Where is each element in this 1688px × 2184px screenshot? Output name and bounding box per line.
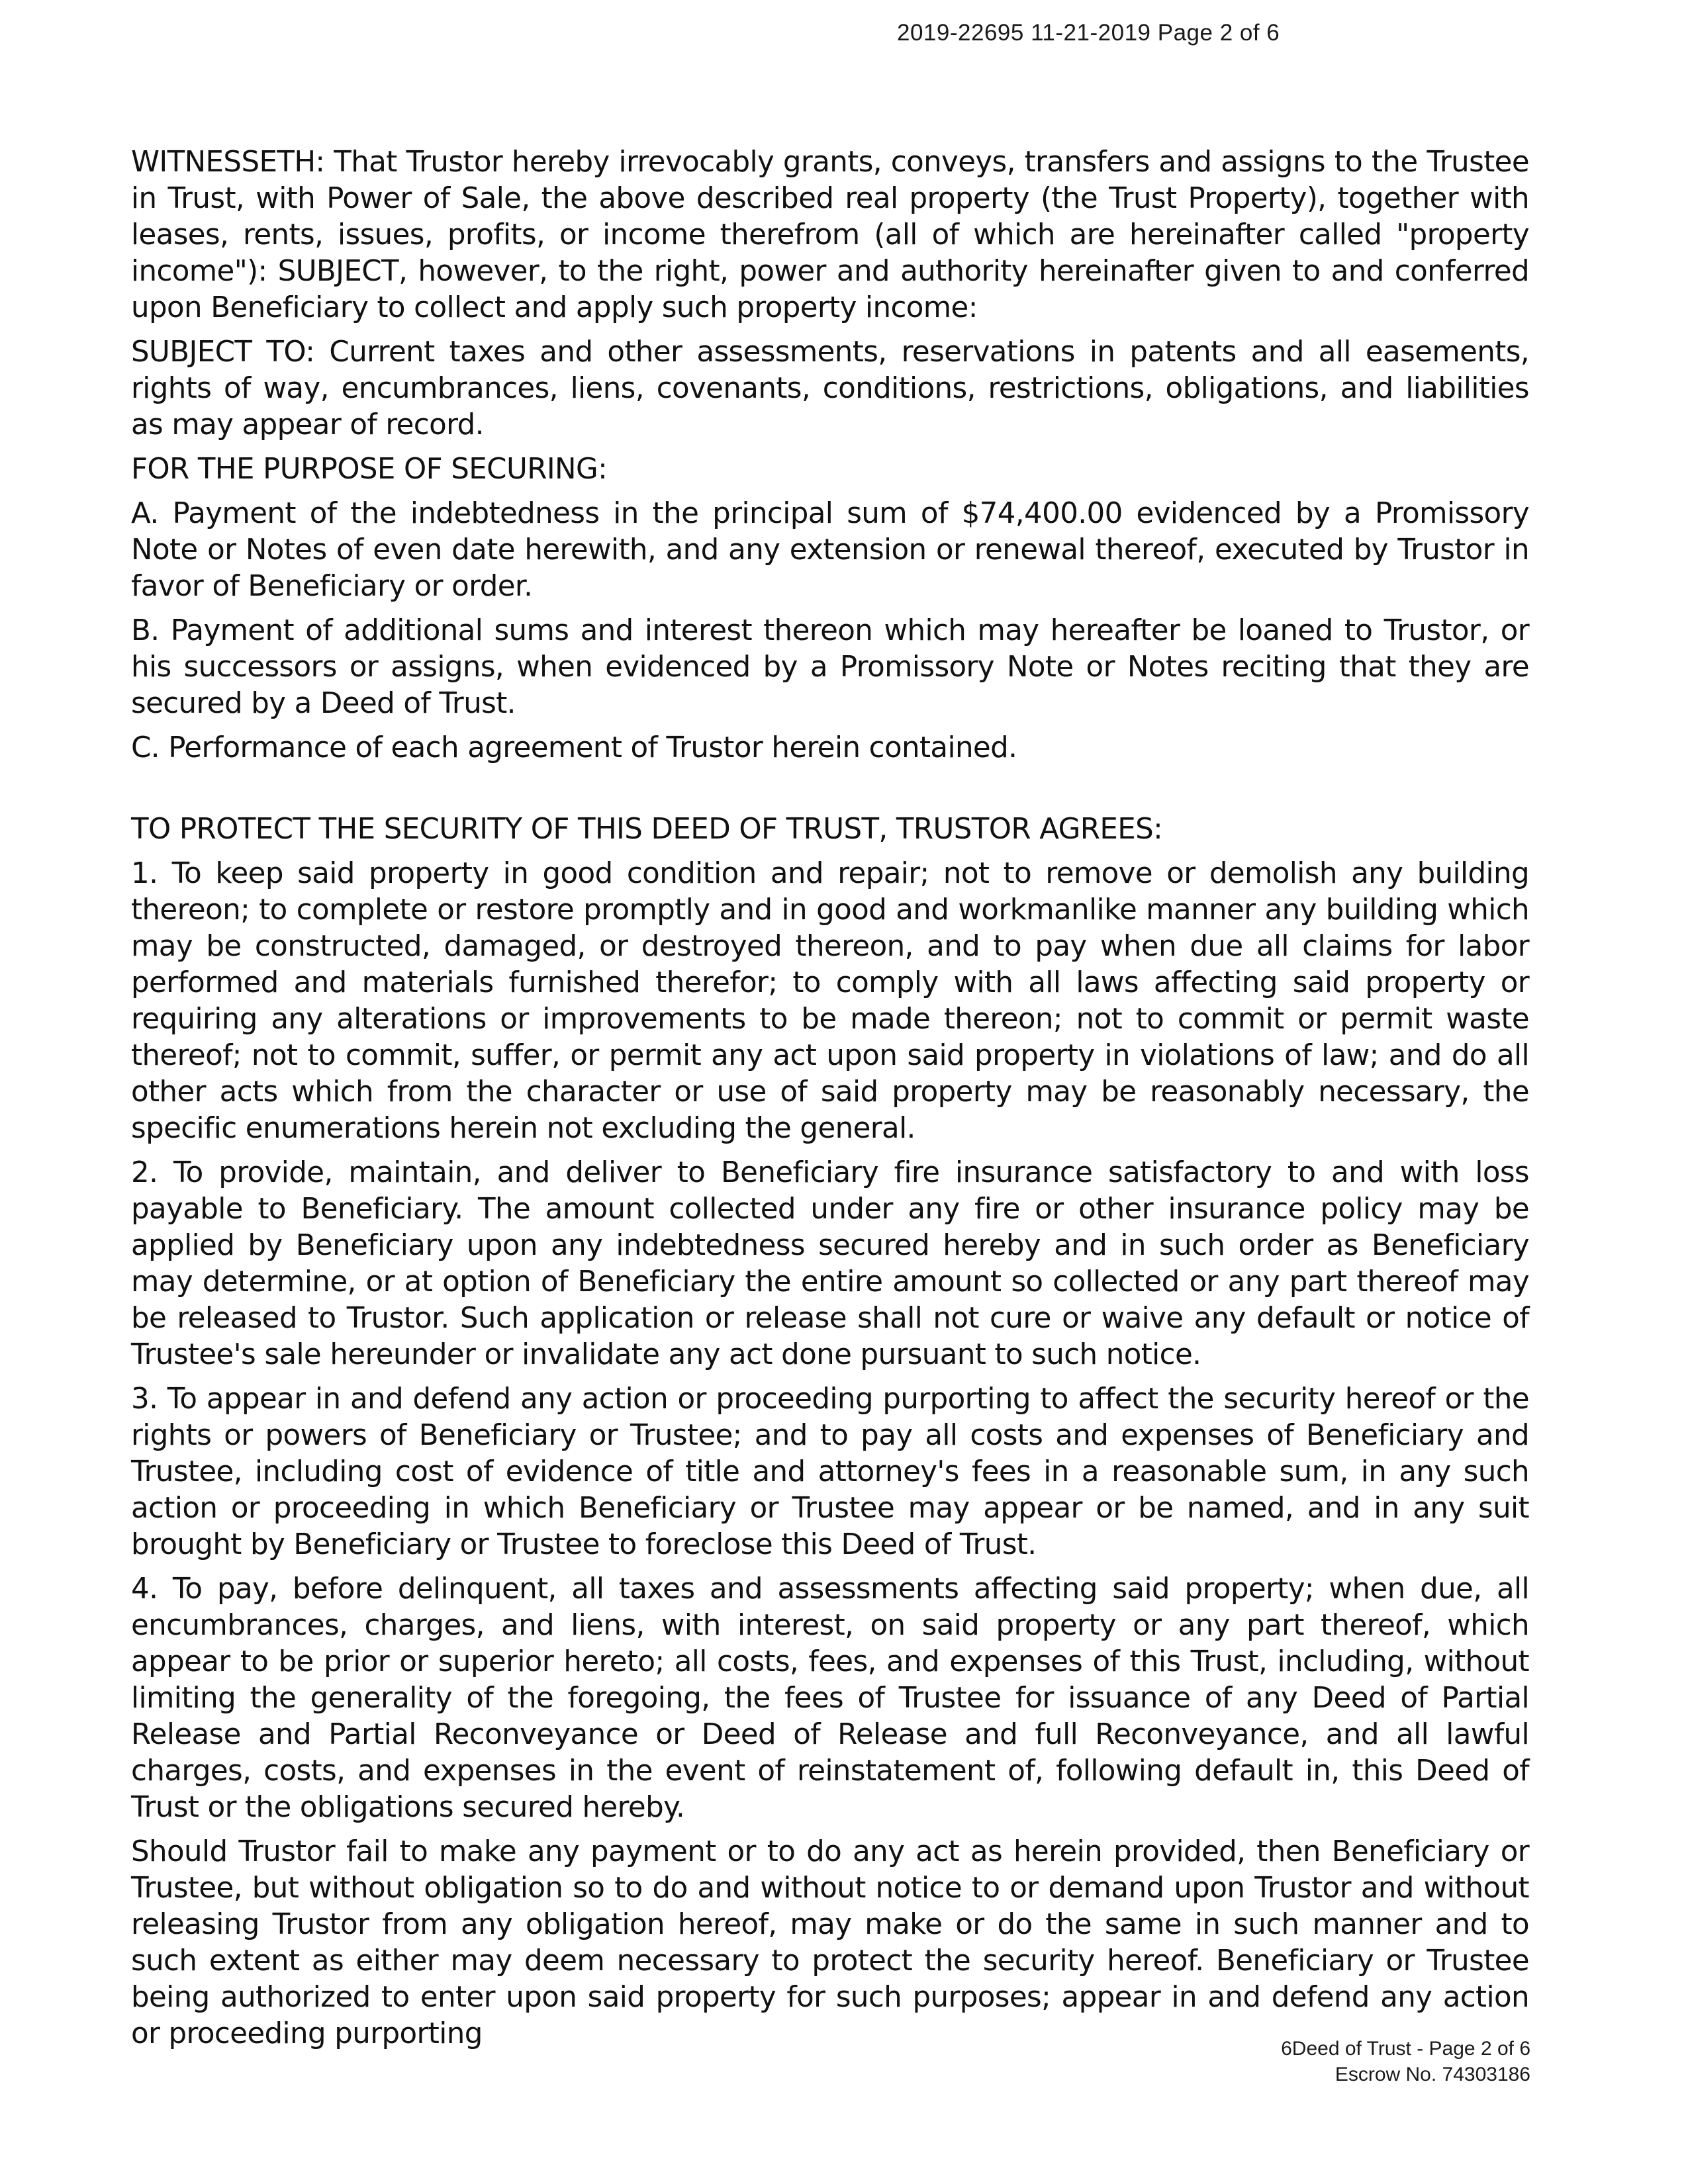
subject-to-paragraph: SUBJECT TO: Current taxes and other assessments, reservations in patents and all easements, rights of way, encumbrances, liens, covenants, conditions, restrictions, obligations, and liabilities as may appear of record. [131,336,1529,441]
document-body [131,144,1529,2060]
recording-stamp: 2019-22695 11-21-2019 Page 2 of 6 [897,20,1280,46]
purpose-heading: FOR THE PURPOSE OF SECURING: [131,453,608,486]
clause-3-paragraph: 3. To appear in and defend any action or proceeding purporting to affect the security hereof or the rights or powers of Beneficiary or Trustee; and to pay all costs and expenses of Beneficiary and Trustee, including cost of evidence of title and attorney's fees in a reasonable sum, in any such action or proceeding in which Beneficiary or Trustee may appear or be named, and in any suit brought by Beneficiary or Trustee to foreclose this Deed of Trust. [131,1383,1529,1561]
footer-page-label: 6Deed of Trust - Page 2 of 6 [1281,2038,1530,2060]
witnesseth-paragraph: WITNESSETH: That Trustor hereby irrevocably grants, conveys, transfers and assigns to the Trustee in Trust, with Power of Sale, the above described real property (the Trust Property), together with leases, rents, issues, profits, or income therefrom (all of which are hereinafter called "property income"): SUBJECT, however, to the right, power and authority hereinafter given to and conferred upon Beneficiary to collect and apply such property income: [131,146,1529,324]
clause-2-paragraph: 2. To provide, maintain, and deliver to Beneficiary fire insurance satisfactory to and with loss payable to Beneficiary. The amount collected under any fire or other insurance policy may be applied by Beneficiary upon any indebtedness secured hereby and in such order as Beneficiary may determine, or at option of Beneficiary the entire amount so collected or any part thereof may be released to Trustor. Such application or release shall not cure or waive any default or notice of Trustee's sale hereunder or invalidate any act done pursuant to such notice. [131,1156,1529,1371]
trustor-failure-paragraph: Should Trustor fail to make any payment or to do any act as herein provided, then Beneficiary or Trustee, but without obligation so to do and without notice to or demand upon Trustor and without releasing Trustor from any obligation hereof, may make or do the same in such manner and to such extent as either may deem necessary to protect the security hereof. Beneficiary or Trustee being authorized to enter upon said property for such purposes; appear in and defend any action or proceeding purporting [131,1835,1529,2050]
footer-escrow-number: Escrow No. 74303186 [1335,2064,1530,2085]
clause-4-paragraph: 4. To pay, before delinquent, all taxes and assessments affecting said property; when due, all encumbrances, charges, and liens, with interest, on said property or any part thereof, which appear to be prior or superior hereto; all costs, fees, and expenses of this Trust, including, without limiting the generality of the foregoing, the fees of Trustee for issuance of any Deed of Partial Release and Partial Reconveyance or Deed of Release and full Reconveyance, and all lawful charges, costs, and expenses in the event of reinstatement of, following default in, this Deed of Trust or the obligations secured hereby. [131,1572,1529,1824]
page-footer [1281,2036,1530,2087]
item-a-paragraph: A. Payment of the indebtedness in the principal sum of $74,400.00 evidenced by a Promissory Note or Notes of even date herewith, and any extension or renewal thereof, executed by Trustor in favor of Beneficiary or order. [131,497,1529,603]
item-b-paragraph: B. Payment of additional sums and interest thereon which may hereafter be loaned to Trustor, or his successors or assigns, when evidenced by a Promissory Note or Notes reciting that they are secured by a Deed of Trust. [131,614,1529,720]
item-c-paragraph: C. Performance of each agreement of Trustor herein contained. [131,731,1017,764]
clause-1-paragraph: 1. To keep said property in good condition and repair; not to remove or demolish any building thereon; to complete or restore promptly and in good and workmanlike manner any building which may be constructed, damaged, or destroyed thereon, and to pay when due all claims for labor performed and materials furnished therefor; to comply with all laws affecting said property or requiring any alterations or improvements to be made thereon; not to commit or permit waste thereof; not to commit, suffer, or permit any act upon said property in violations of law; and do all other acts which from the character or use of said property may be reasonably necessary, the specific enumerations herein not excluding the general. [131,857,1529,1145]
protect-security-heading: TO PROTECT THE SECURITY OF THIS DEED OF TRUST, TRUSTOR AGREES: [131,813,1163,846]
